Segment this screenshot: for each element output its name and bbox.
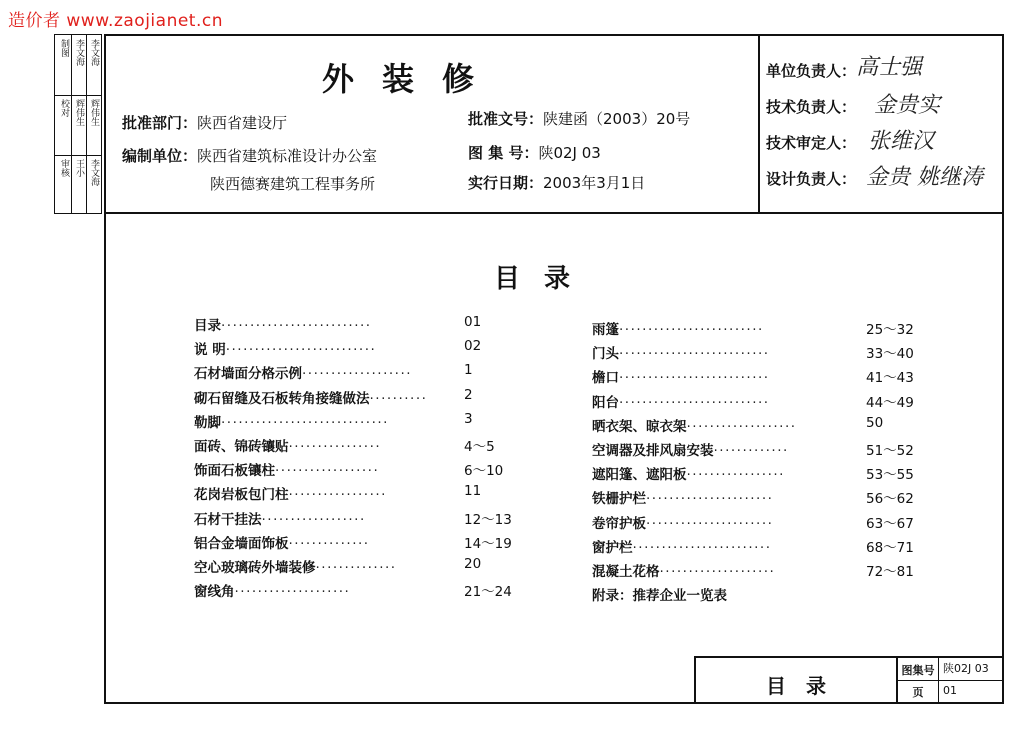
toc-entry-label: 窗线角 bbox=[194, 584, 235, 601]
toc-entry bbox=[592, 318, 764, 338]
toc-entry-page: 51～52 bbox=[866, 443, 914, 459]
approval-no-label: 批准文号： bbox=[468, 110, 544, 128]
compiler-2: 陕西德赛建筑工程事务所 bbox=[210, 175, 376, 193]
toc-entry-label: 目录 bbox=[194, 318, 221, 334]
toc-entry-page: 25～32 bbox=[866, 322, 914, 338]
strip-role-2: 校对 bbox=[59, 99, 69, 117]
toc-entry-leader: ··················· bbox=[302, 366, 413, 383]
toc-entry-leader: ·················· bbox=[275, 463, 380, 480]
strip-name-3: 王小 bbox=[74, 159, 84, 177]
tech-review-label: 技术审定人： bbox=[766, 134, 857, 152]
toc-entry-label: 空调器及排风扇安装 bbox=[592, 443, 714, 459]
toc-entry-page: 20 bbox=[464, 556, 482, 572]
toc-entry-leader: ·························· bbox=[619, 394, 770, 411]
toc-entry-label: 面砖、锦砖镶贴 bbox=[194, 439, 289, 455]
toc-entry-leader: ·············· bbox=[315, 560, 397, 576]
strip-name-1: 李文海 bbox=[74, 39, 84, 66]
toc-entry-leader: ················· bbox=[288, 487, 387, 504]
toc-entry-page: 4～5 bbox=[464, 439, 495, 455]
toc-entry-page: 12～13 bbox=[464, 511, 512, 528]
toc-entry-leader: ·················· bbox=[261, 511, 366, 528]
compiler-label: 编制单位： bbox=[122, 147, 198, 165]
toc-entry-page: 63～67 bbox=[866, 515, 914, 532]
toc-entry bbox=[592, 342, 770, 362]
toc-entry-label: 雨篷 bbox=[592, 322, 619, 338]
toc-entry-label: 铝合金墙面饰板 bbox=[194, 535, 289, 552]
footer-grid bbox=[896, 658, 1002, 702]
toc-entry-page: 53～55 bbox=[866, 467, 914, 484]
toc-entry bbox=[592, 512, 773, 532]
toc-entry-leader: ························· bbox=[619, 322, 764, 338]
toc-entry-label: 檐口 bbox=[592, 370, 619, 387]
footer-page-value: 01 bbox=[938, 680, 957, 702]
toc-entry-leader: ················· bbox=[686, 467, 785, 484]
toc-entry-page: 50 bbox=[866, 414, 884, 431]
toc-entry bbox=[194, 508, 366, 528]
toc-entry-leader: ···················· bbox=[659, 564, 776, 580]
toc-entry-label: 遮阳篷、遮阳板 bbox=[592, 467, 687, 484]
toc-entry-label: 铁栅护栏 bbox=[592, 491, 646, 508]
toc-entry bbox=[592, 487, 773, 507]
toc-entry-page: 02 bbox=[464, 338, 482, 355]
toc-entry-page: 56～62 bbox=[866, 491, 914, 508]
unit-head-label: 单位负责人： bbox=[766, 62, 857, 80]
toc-entry bbox=[592, 439, 789, 459]
footer-atlas-key: 图集号 bbox=[901, 664, 935, 677]
toc-entry-leader: ··················· bbox=[686, 418, 797, 435]
toc-entry-label: 阳台 bbox=[592, 394, 619, 411]
atlas-no-value: 陕02J 03 bbox=[538, 144, 601, 162]
toc-entry-leader: ·························· bbox=[221, 318, 372, 334]
toc-entry bbox=[194, 435, 381, 455]
toc-entry-label: 窗护栏 bbox=[592, 539, 633, 556]
toc-entry-label: 晒衣架、晾衣架 bbox=[592, 418, 687, 435]
toc-entry-leader: ·························· bbox=[225, 342, 377, 359]
toc-entry-page: 01 bbox=[464, 314, 482, 330]
toc-entry-label: 空心玻璃砖外墙装修 bbox=[194, 560, 316, 576]
design-head-signature: 金贵 姚继涛 bbox=[866, 165, 983, 190]
toc-entry-page: 41～43 bbox=[866, 370, 914, 387]
toc-entry-page: 44～49 bbox=[866, 394, 914, 411]
unit-head-signature: 高士强 bbox=[856, 55, 923, 80]
strip-name-2: 辉伟生 bbox=[74, 99, 84, 126]
toc-entry bbox=[194, 556, 397, 576]
footer-title-block bbox=[694, 656, 1002, 702]
toc-entry bbox=[194, 362, 412, 382]
toc-entry-page: 68～71 bbox=[866, 539, 914, 556]
toc-entry-label: 石材墙面分格示例 bbox=[194, 366, 302, 383]
toc-entry bbox=[592, 536, 772, 556]
effective-date bbox=[468, 172, 645, 193]
toc-entry-leader: ············· bbox=[713, 443, 789, 459]
toc-entry-label: 卷帘护板 bbox=[592, 515, 646, 532]
toc-entry-page: 3 bbox=[464, 410, 473, 427]
compiler-value-1: 陕西省建筑标准设计办公室 bbox=[197, 147, 378, 165]
strip-sig-2: 辉伟生 bbox=[89, 99, 99, 126]
atlas-no bbox=[468, 142, 601, 163]
footer-atlas-value: 陕02J 03 bbox=[938, 658, 989, 680]
strip-role-1: 制图 bbox=[59, 39, 69, 57]
toc-entry bbox=[194, 483, 387, 503]
toc-entry-leader: ·························· bbox=[619, 370, 770, 387]
tech-review-signature: 张维汉 bbox=[868, 129, 935, 154]
approval-no-value: 陕建函（2003）20号 bbox=[543, 110, 691, 128]
toc-entry bbox=[194, 314, 372, 334]
toc-entry-leader: ·········· bbox=[369, 390, 428, 407]
approval-dept-label: 批准部门： bbox=[122, 114, 198, 132]
toc-entry-label: 勒脚 bbox=[194, 414, 221, 431]
compiler-1 bbox=[122, 145, 377, 166]
tech-head-label: 技术负责人： bbox=[766, 98, 857, 116]
strip-role-3: 审核 bbox=[59, 159, 69, 177]
footer-title: 目录 bbox=[766, 674, 846, 698]
footer-page-key: 页 bbox=[912, 686, 924, 699]
toc-entry-page: 11 bbox=[464, 483, 482, 500]
toc-entry-label: 门头 bbox=[592, 346, 619, 363]
toc-entry bbox=[194, 338, 376, 358]
toc-entry-label: 说 明 bbox=[194, 342, 226, 359]
atlas-no-label: 图 集 号： bbox=[468, 144, 539, 162]
toc-entry-label: 附录：推荐企业一览表 bbox=[592, 588, 727, 605]
toc-entry-label: 花岗岩板包门柱 bbox=[194, 487, 289, 504]
toc-entry bbox=[194, 580, 350, 600]
approval-no bbox=[468, 108, 690, 129]
toc-entry-page: 33～40 bbox=[866, 346, 914, 363]
toc-entry-leader: ·························· bbox=[619, 346, 770, 363]
toc-entry-page: 72～81 bbox=[866, 564, 914, 580]
toc-entry bbox=[592, 463, 785, 483]
tech-head-signature: 金贵实 bbox=[874, 93, 941, 118]
toc-entry-leader: ·············· bbox=[288, 535, 370, 552]
strip-sig-1: 李文海 bbox=[89, 39, 99, 66]
toc-entry-label: 饰面石板镶柱 bbox=[194, 463, 275, 480]
page-title: 外装修 bbox=[322, 60, 503, 98]
watermark-text: 造价者 www.zaojianet.cn bbox=[8, 11, 223, 31]
toc-entry bbox=[592, 560, 775, 580]
toc-entry-leader: ···················· bbox=[234, 584, 351, 601]
toc-entry bbox=[194, 459, 379, 479]
toc-entry-label: 砌石留缝及石板转角接缝做法 bbox=[194, 390, 370, 407]
approval-dept bbox=[122, 112, 287, 133]
toc-entry-leader: ························ bbox=[632, 539, 772, 556]
toc-entry bbox=[592, 391, 770, 411]
effective-date-label: 实行日期： bbox=[468, 174, 544, 192]
toc-entry-page: 2 bbox=[464, 386, 473, 403]
toc-entry-leader: ······················ bbox=[646, 491, 774, 508]
toc-entry bbox=[592, 584, 727, 604]
toc-entry-leader: ······················ bbox=[646, 515, 774, 532]
toc-entry-leader: ····························· bbox=[221, 414, 389, 431]
strip-sig-3: 李文海 bbox=[89, 159, 99, 186]
toc-entry bbox=[592, 366, 770, 386]
toc-entry-page: 1 bbox=[464, 362, 473, 379]
toc-entry bbox=[592, 415, 797, 435]
toc-entry-page: 6～10 bbox=[464, 463, 504, 480]
effective-date-value: 2003年3月1日 bbox=[543, 174, 646, 192]
design-head-label: 设计负责人： bbox=[766, 170, 857, 188]
toc-entry-page: 21～24 bbox=[464, 584, 512, 601]
toc-entry-label: 石材干挂法 bbox=[194, 511, 262, 528]
approval-dept-value: 陕西省建设厅 bbox=[197, 114, 288, 132]
toc-title: 目录 bbox=[494, 264, 595, 294]
toc-entry bbox=[194, 411, 389, 431]
toc-entry-label: 混凝土花格 bbox=[592, 564, 660, 580]
toc-entry bbox=[194, 387, 427, 407]
toc-entry-page: 14～19 bbox=[464, 535, 512, 552]
binding-strip bbox=[54, 34, 102, 214]
toc-entry-leader: ················ bbox=[288, 439, 382, 455]
toc-entry bbox=[194, 532, 370, 552]
